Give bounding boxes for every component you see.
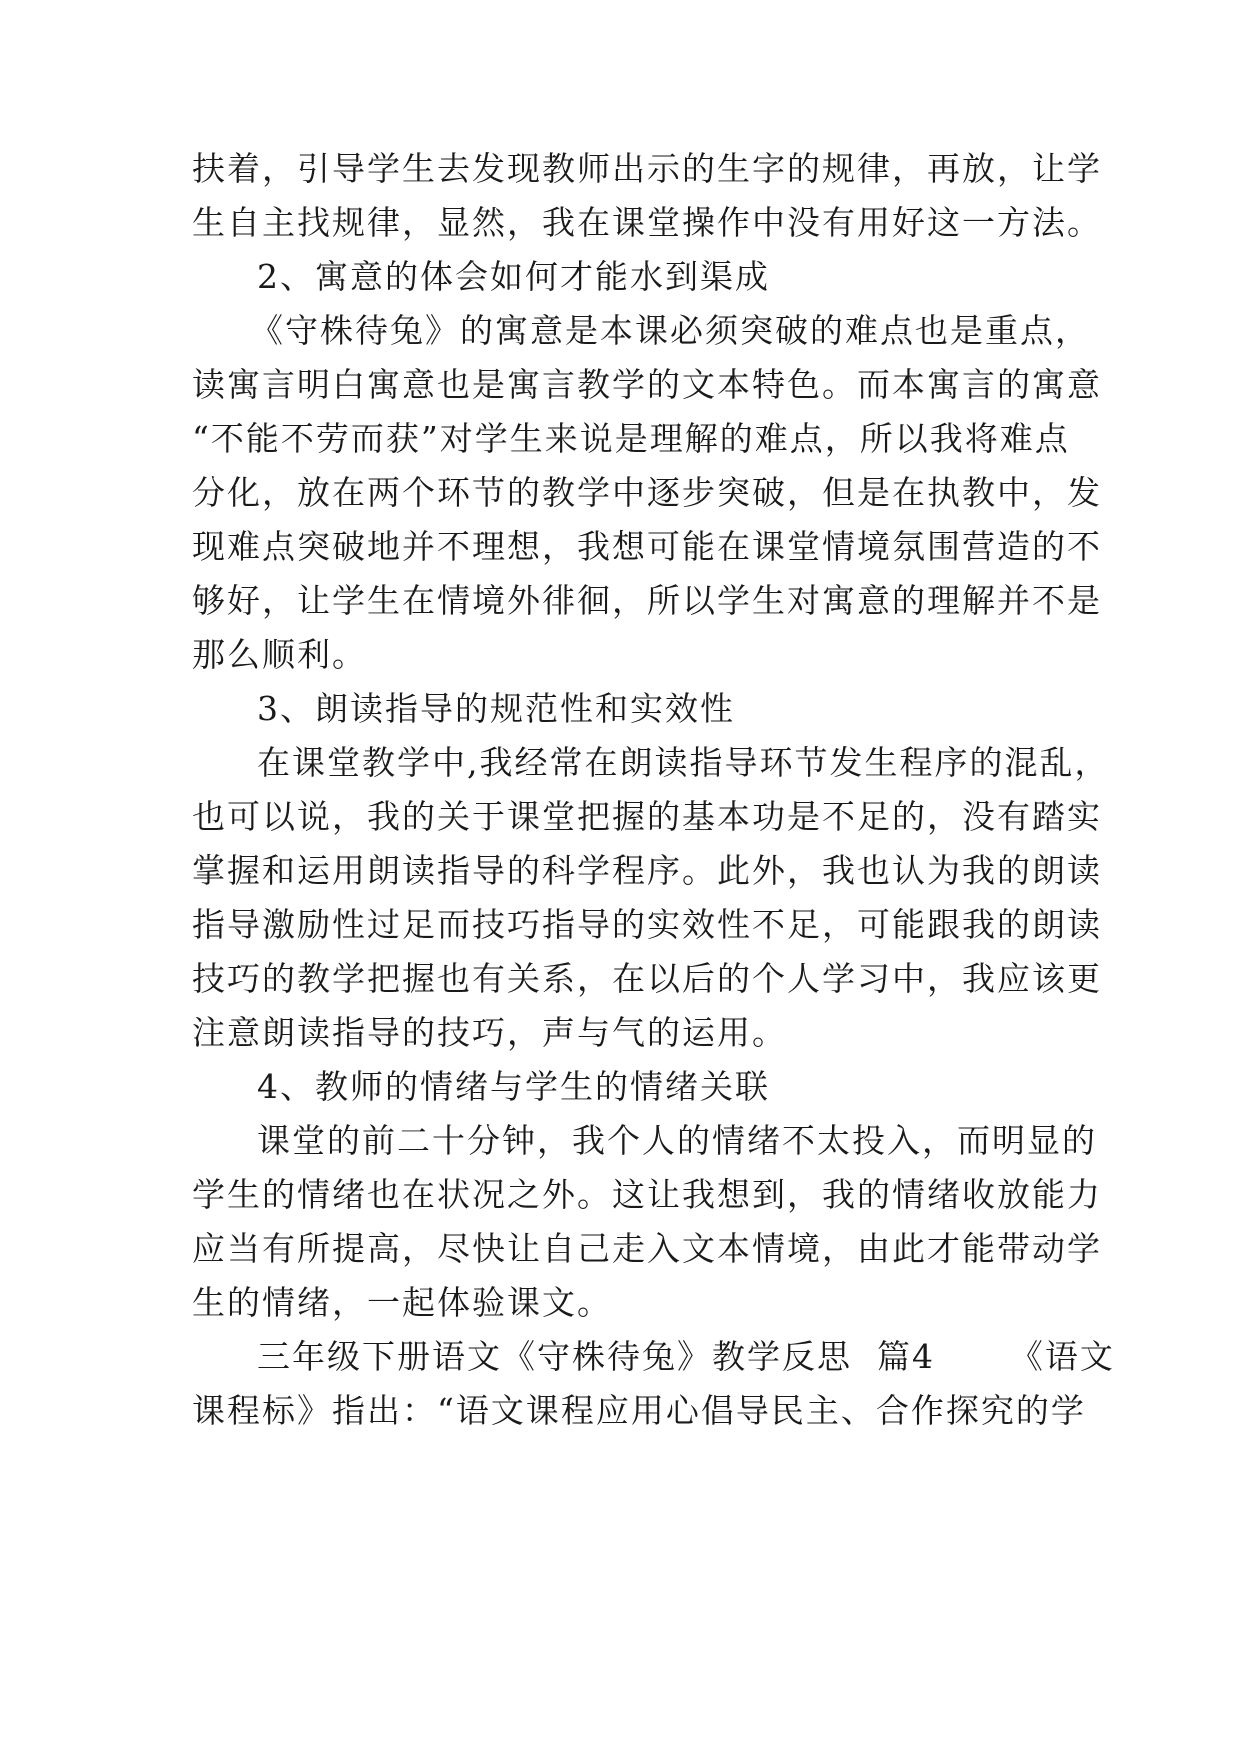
paragraph-line: 技巧的教学把握也有关系，在以后的个人学习中，我应该更 xyxy=(192,959,1102,998)
paragraph-line: 够好，让学生在情境外徘徊，所以学生对寓意的理解并不是 xyxy=(192,581,1102,620)
paragraph-line: 分化，放在两个环节的教学中逐步突破，但是在执教中，发 xyxy=(192,473,1102,512)
paragraph-line: 扶着，引导学生去发现教师出示的生字的规律，再放，让学 xyxy=(192,149,1102,188)
paragraph-line: 生的情绪，一起体验课文。 xyxy=(192,1283,612,1322)
section-heading-3: 3、朗读指导的规范性和实效性 xyxy=(257,689,735,728)
paragraph-line: 也可以说，我的关于课堂把握的基本功是不足的，没有踏实 xyxy=(192,797,1102,836)
article-title-line: 三年级下册语文《守株待兔》教学反思 篇4 《语文 xyxy=(257,1337,1115,1376)
paragraph-line: 生自主找规律，显然，我在课堂操作中没有用好这一方法。 xyxy=(192,203,1102,242)
paragraph-line: 现难点突破地并不理想，我想可能在课堂情境氛围营造的不 xyxy=(192,527,1102,566)
paragraph-line: 课程标》指出：“语文课程应用心倡导民主、合作探究的学 xyxy=(192,1391,1086,1430)
paragraph-line: 学生的情绪也在状况之外。这让我想到，我的情绪收放能力 xyxy=(192,1175,1102,1214)
paragraph-line: 《守株待兔》的寓意是本课必须突破的难点也是重点， xyxy=(250,311,1090,350)
section-heading-4: 4、教师的情绪与学生的情绪关联 xyxy=(257,1067,770,1106)
paragraph-line: 注意朗读指导的技巧，声与气的运用。 xyxy=(192,1013,787,1052)
paragraph-line: 那么顺利。 xyxy=(192,635,367,674)
paragraph-line: 应当有所提高，尽快让自己走入文本情境，由此才能带动学 xyxy=(192,1229,1102,1268)
section-heading-2: 2、寓意的体会如何才能水到渠成 xyxy=(257,257,770,296)
paragraph-line: 掌握和运用朗读指导的科学程序。此外，我也认为我的朗读 xyxy=(192,851,1102,890)
paragraph-line: 课堂的前二十分钟，我个人的情绪不太投入，而明显的 xyxy=(257,1121,1097,1160)
paragraph-line: “不能不劳而获”对学生来说是理解的难点，所以我将难点 xyxy=(192,419,1070,458)
paragraph-line: 在课堂教学中,我经常在朗读指导环节发生程序的混乱， xyxy=(257,743,1110,782)
paragraph-line: 读寓言明白寓意也是寓言教学的文本特色。而本寓言的寓意 xyxy=(192,365,1102,404)
paragraph-line: 指导激励性过足而技巧指导的实效性不足，可能跟我的朗读 xyxy=(192,905,1102,944)
